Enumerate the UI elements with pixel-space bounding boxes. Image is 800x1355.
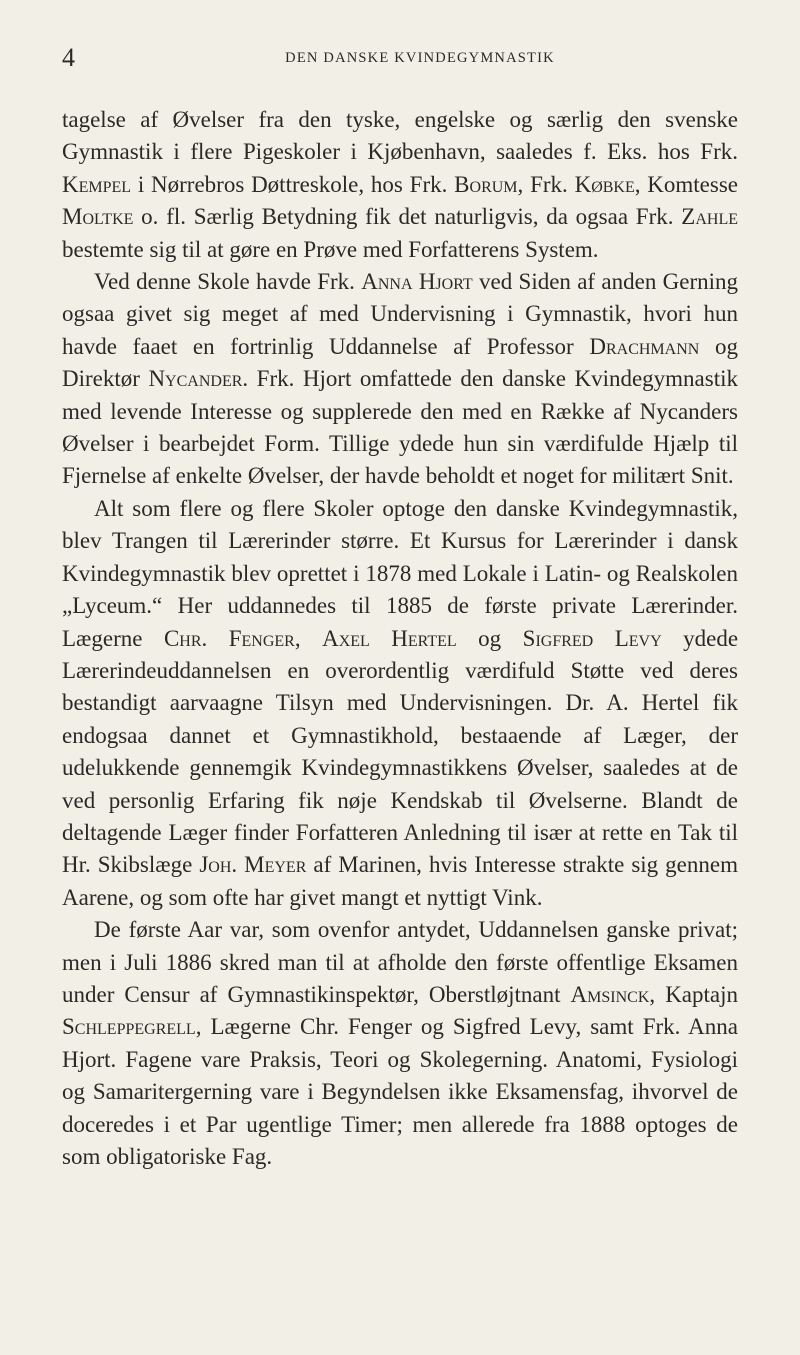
text-run: , Komtesse [634, 171, 739, 197]
person-name: Amsinck [570, 981, 650, 1007]
person-name: Joh. Meyer [199, 852, 307, 878]
text-run: , Kaptajn [649, 981, 738, 1007]
paragraph-2 [62, 266, 738, 493]
text-run: og Direktør [62, 333, 738, 392]
text-run: ydede Lærerindeuddannelsen en overordentlig værdifuld Støtte ved deres bestandigt aarvaagne Tilsyn med Undervisningen. Dr. A. Hertel fik endogsaa dannet et Gymnastikhold, bestaaende af Læger, der udelukkende gennemgik Kvindegymnastikkens Øvelser, saaledes at de ved personlig Erfaring fik nøje Kendskab til Øvelserne. Blandt de deltagende Læger finder Forfatteren Anledning til især at rette en Tak til Hr. Skibslæge [62, 625, 739, 878]
text-run: bestemte sig til at gøre en Prøve med Forfatterens System. [62, 236, 599, 262]
person-name: Chr. Fenger [163, 625, 295, 651]
paragraph-1 [62, 104, 738, 266]
text-run: , Lægerne Chr. Fenger og Sigfred Levy, samt Frk. Anna Hjort. Fagene vare Praksis, Teori og Skolegerning. Anatomi, Fysiologi og Samaritergerning vare i Begyndelsen ikke Eksamensfag, ihvorvel de doceredes i et Par ugentlige Timer; men allerede fra 1888 optoges de som obligatoriske Fag. [62, 1014, 738, 1169]
person-name: Schleppegrell [62, 1014, 196, 1040]
person-name: Sigfred Levy [522, 625, 662, 651]
person-name: Zahle [681, 204, 738, 230]
page-number: 4 [62, 43, 75, 72]
person-name: Axel Hertel [322, 625, 457, 651]
paragraph-3 [62, 493, 738, 914]
text-run: tagelse af Øvelser fra den tyske, engelske og særlig den svenske Gymnastik i flere Pigeskoler i Kjøbenhavn, saaledes f. Eks. hos Frk. [62, 107, 738, 165]
text-run: Alt som flere og flere Skoler optoge den danske Kvindegymnastik, blev Trangen til Lærerinder større. Et Kursus for Lærerinder i dansk Kvindegymnastik blev oprettet i 1878 med Lokale i Latin- og Realskolen „Lyceum.“ Her uddannedes til 1885 de første private Lærerinder. Lægerne [62, 495, 738, 651]
text-run: af Marinen, hvis Interesse strakte sig gennem Aarene, og som ofte har givet mangt et nyttigt Vink. [62, 852, 738, 910]
person-name: Borum [454, 171, 518, 197]
person-name: Kempel [62, 171, 132, 197]
person-name: Nycander [148, 366, 243, 392]
body-text [62, 104, 738, 1173]
text-run: , Frk. [517, 171, 575, 197]
text-run: , [294, 625, 323, 651]
paragraph-4 [62, 914, 738, 1173]
person-name: Drachmann [589, 333, 700, 359]
running-head [62, 44, 738, 72]
person-name: Anna Hjort [361, 269, 473, 295]
text-run: ved Siden af anden Gerning ogsaa givet sig meget af med Undervisning i Gymnastik, hvori hun havde faaet en fortrinlig Uddannelse af Professor [62, 269, 738, 359]
text-run: o. fl. Særlig Betydning fik det naturligvis, da ogsaa Frk. [133, 204, 682, 230]
text-run: Ved denne Skole havde Frk. [94, 269, 362, 295]
person-name: Moltke [62, 204, 134, 230]
text-run: De første Aar var, som ovenfor antydet, Uddannelsen ganske privat; men i Juli 1886 skred man til at afholde den første offentlige Eksamen under Censur af Gymnastikinspektør, Oberstløjtnant [62, 917, 738, 1007]
text-run: og [456, 625, 523, 651]
person-name: Købke [574, 171, 635, 197]
text-run: . Frk. Hjort omfattede den danske Kvindegymnastik med levende Interesse og supplerede den med en Række af Nycanders Øvelser i bearbejdet Form. Tillige ydede hun sin værdifulde Hjælp til Fjernelse af enkelte Øvelser, der havde beholdt et noget for militært Snit. [62, 366, 739, 489]
text-run: i Nørrebros Døttreskole, hos Frk. [131, 171, 455, 197]
running-title: DEN DANSKE KVINDEGYMNASTIK [285, 50, 555, 66]
